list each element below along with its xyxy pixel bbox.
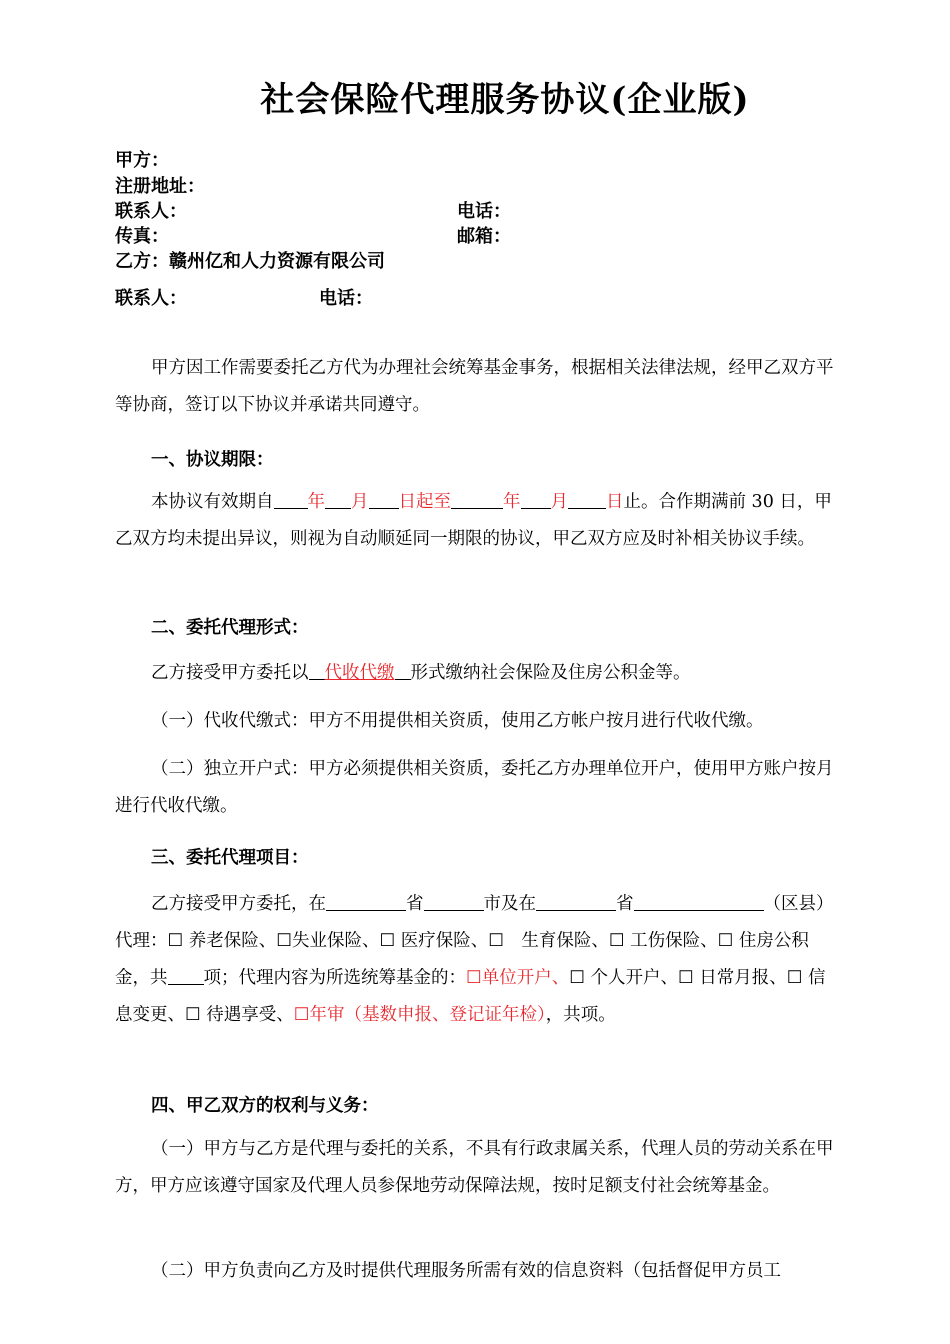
term-text-end: 止。合作期满前 30 日，甲乙双方均未提出异议，则视为自动顺延同一期限的协议，甲乙双方应及时补相关协议手续。 [115, 492, 832, 549]
section-2-paragraph [115, 655, 840, 692]
fax-label: 传真： [115, 226, 169, 247]
document-title: 社会保险代理服务协议(企业版) [260, 80, 750, 120]
section-2-item-1: （一）代收代缴式：甲方不用提供相关资质，使用乙方帐户按月进行代收代缴。 [151, 711, 764, 731]
start-day-blank [369, 490, 399, 509]
end-day-blank [568, 490, 606, 509]
day-label-1: 日起至 [398, 492, 451, 512]
insurance-options: （区县）代理：☐ 养老保险、☐失业保险、☐ 医疗保险、☐ 生育保险、☐ 工伤保险、☐ 住房公积金，共 [115, 894, 834, 988]
term-text-start: 本协议有效期自 [151, 492, 274, 512]
start-year-blank [274, 490, 308, 509]
mode-blank-right [395, 661, 411, 680]
section-4-item-1: （一）甲方与乙方是代理与委托的关系，不具有行政隶属关系，代理人员的劳动关系在甲方，甲方应该遵守国家及代理人员参保地劳动保障法规，按时足额支付社会统筹基金。 [115, 1139, 834, 1196]
month-label-2: 月 [550, 492, 568, 512]
party-b-label: 乙方：赣州亿和人力资源有限公司 [115, 251, 385, 272]
mode-text-end: 形式缴纳社会保险及住房公积金等。 [410, 663, 691, 683]
city-blank [424, 892, 484, 911]
section-3-heading: 三、委托代理项目： [151, 848, 309, 868]
items-text-start: 乙方接受甲方委托，在 [151, 894, 326, 914]
option-unit-account: ☐单位开户、 [466, 968, 570, 988]
mode-blank-left [309, 661, 325, 680]
phone-a-label: 电话： [457, 201, 511, 222]
year-label-2: 年 [503, 492, 521, 512]
province-label-1: 省 [406, 894, 424, 914]
start-month-blank [325, 490, 351, 509]
proxy-mode: 代收代缴 [324, 663, 395, 683]
section-4-heading: 四、甲乙双方的权利与义务： [151, 1096, 379, 1116]
contact-b-label: 联系人： [115, 288, 187, 309]
province-2-blank [536, 892, 616, 911]
province-1-blank [326, 892, 406, 911]
option-annual-review: ☐年审（基数申报、登记证年检） [293, 1005, 546, 1025]
email-label: 邮箱： [457, 226, 511, 247]
section-2-item-2: （二）独立开户式：甲方必须提供相关资质，委托乙方办理单位开户，使用甲方账户按月进行代收代缴。 [115, 759, 834, 816]
item-count-blank [168, 966, 204, 985]
province-label-2: 省 [616, 894, 634, 914]
city-label: 市及在 [483, 894, 536, 914]
phone-b-label: 电话： [319, 288, 373, 309]
intro-paragraph: 甲方因工作需要委托乙方代为办理社会统筹基金事务，根据相关法律法规，经甲乙双方平等协商，签订以下协议并承诺共同遵守。 [115, 358, 834, 415]
content-text: 项；代理内容为所选统筹基金的： [203, 968, 466, 988]
address-label: 注册地址： [115, 176, 205, 197]
district-blank [634, 892, 764, 911]
end-month-blank [521, 490, 551, 509]
service-options: ☐ 个人开户、☐ 日常月报、☐ 信息变更、☐ 待遇享受、 [115, 968, 826, 1025]
end-year-blank [451, 490, 503, 509]
items-text-end: ，共项。 [545, 1005, 616, 1025]
section-2-heading: 二、委托代理形式： [151, 618, 309, 638]
month-label-1: 月 [351, 492, 369, 512]
section-3-paragraph [115, 886, 840, 1034]
section-1-paragraph [115, 484, 840, 558]
section-4-item-2: （二）甲方负责向乙方及时提供代理服务所需有效的信息资料（包括督促甲方员工 [151, 1261, 781, 1281]
day-label-2: 日 [606, 492, 624, 512]
party-a-label: 甲方： [115, 150, 169, 171]
section-1-heading: 一、协议期限： [151, 450, 274, 470]
mode-text-start: 乙方接受甲方委托以 [151, 663, 309, 683]
contact-a-label: 联系人： [115, 201, 187, 222]
year-label-1: 年 [307, 492, 325, 512]
